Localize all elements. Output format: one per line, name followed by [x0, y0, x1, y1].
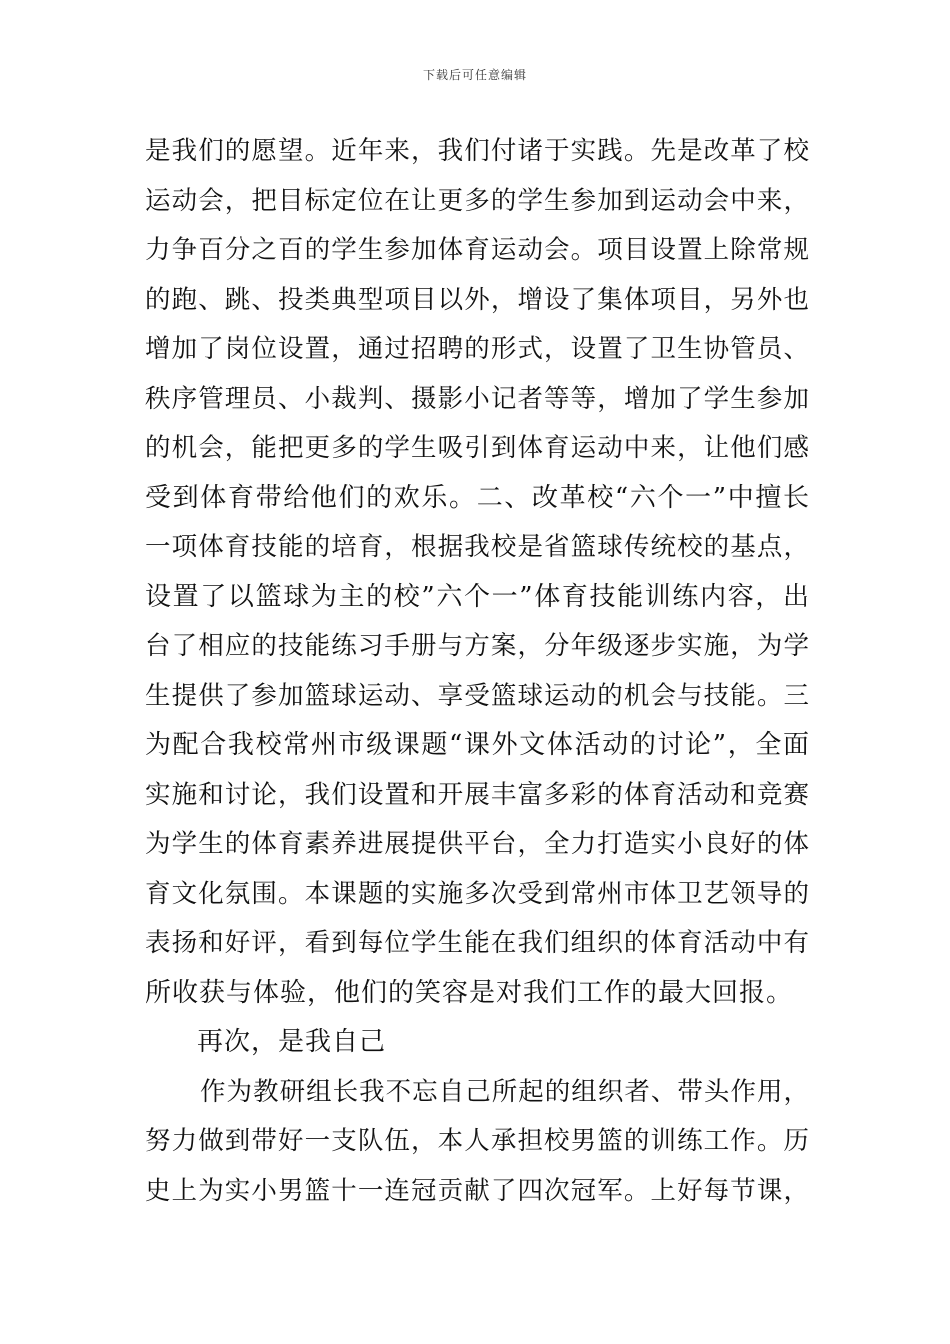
paragraph-line: 为配合我校常州市级课题“课外文体活动的讨论”，全面: [145, 730, 810, 760]
paragraph-line: 力争百分之百的学生参加体育运动会。项目设置上除常规: [145, 235, 810, 265]
paragraph-line: 作为教研组长我不忘自己所起的组织者、带头作用，: [200, 1076, 810, 1107]
paragraph-line: 表扬和好评，看到每位学生能在我们组织的体育活动中有: [145, 928, 810, 958]
paragraph-line: 的机会，能把更多的学生吸引到体育运动中来，让他们感: [145, 433, 810, 463]
paragraph-line: 努力做到带好一支队伍，本人承担校男篮的训练工作。历: [145, 1126, 810, 1156]
paragraph-line: 是我们的愿望。近年来，我们付诸于实践。先是改革了校: [145, 136, 810, 166]
page-header: 下载后可任意编辑: [422, 68, 527, 82]
paragraph-line: 生提供了参加篮球运动、享受篮球运动的机会与技能。三: [145, 680, 810, 711]
paragraph-line: 台了相应的技能练习手册与方案，分年级逐步实施，为学: [145, 631, 810, 661]
paragraph-line: 史上为实小男篮十一连冠贡献了四次冠军。上好每节课，: [145, 1175, 810, 1206]
paragraph-line: 秩序管理员、小裁判、摄影小记者等等，增加了学生参加: [145, 383, 810, 414]
paragraph-line: 实施和讨论，我们设置和开展丰富多彩的体育活动和竞赛: [145, 779, 810, 810]
paragraph-line: 运动会，把目标定位在让更多的学生参加到运动会中来，: [145, 185, 810, 216]
paragraph-line: 的跑、跳、投类典型项目以外，增设了集体项目，另外也: [145, 284, 810, 315]
paragraph-line: 一项体育技能的培育，根据我校是省篮球传统校的基点，: [145, 532, 810, 562]
section-heading: 再次，是我自己: [197, 1027, 387, 1057]
document-body: [145, 127, 810, 1216]
paragraph-line: 育文化氛围。本课题的实施多次受到常州市体卫艺领导的: [145, 878, 810, 909]
paragraph-line: 增加了岗位设置，通过招聘的形式，设置了卫生协管员、: [145, 334, 810, 364]
paragraph-line: 设置了以篮球为主的校”六个一”体育技能训练内容，出: [145, 581, 810, 612]
paragraph-line: 为学生的体育素养进展提供平台，全力打造实小良好的体: [145, 829, 810, 859]
paragraph-line: 受到体育带给他们的欢乐。二、改革校“六个一”中擅长: [145, 482, 810, 513]
paragraph-line: 所收获与体验，他们的笑容是对我们工作的最大回报。: [145, 977, 794, 1008]
